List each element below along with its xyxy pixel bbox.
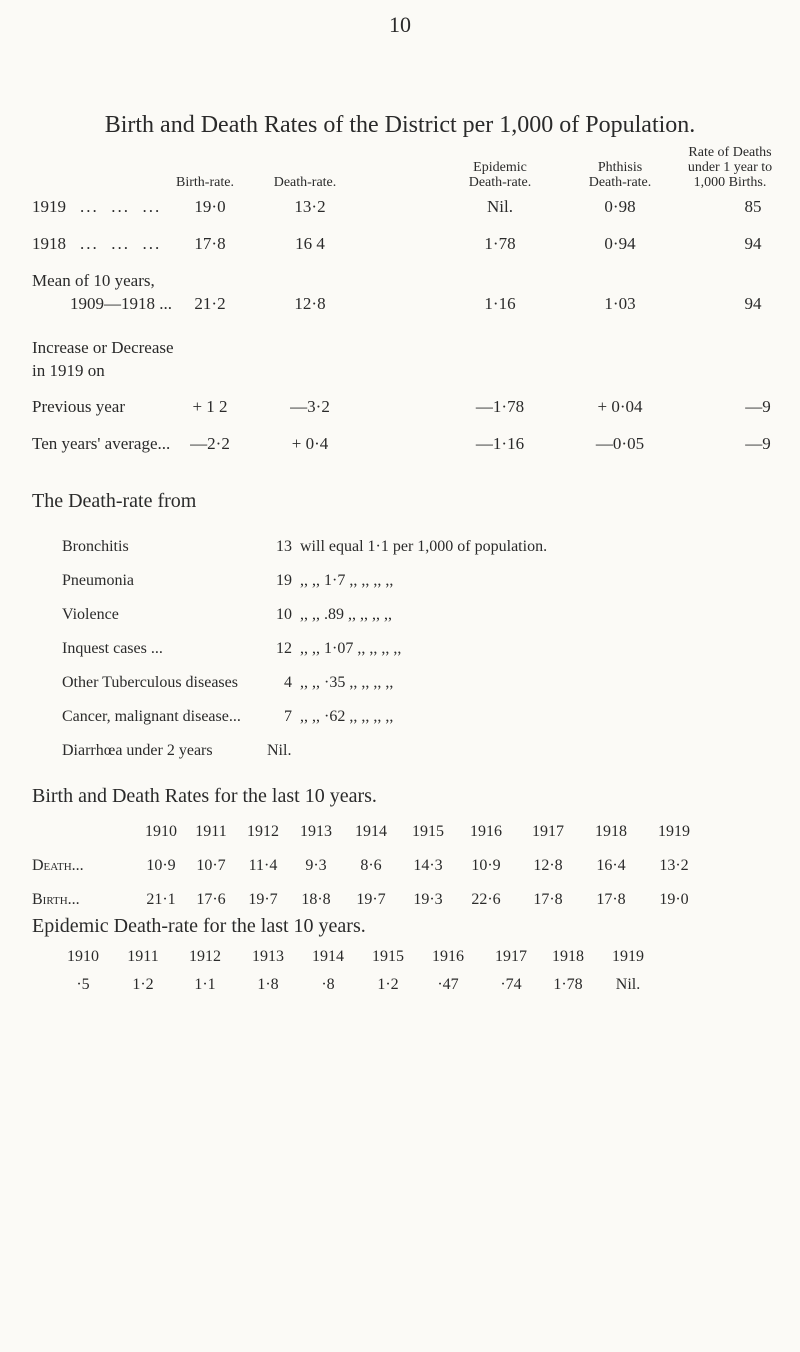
cause-label: Inquest cases ... [62, 640, 163, 657]
header-epidemic-death-rate: Death-rate. [468, 175, 532, 190]
death-rate-cell: 9·3 [305, 857, 327, 874]
header-birth-rate: Birth-rate. [176, 175, 234, 190]
death-rate-cell: 12·8 [533, 857, 563, 874]
row-label: 1918 [32, 234, 66, 253]
header-phthisis-death-rate: Death-rate. [588, 175, 652, 190]
birth-rate-cell: 19·0 [659, 891, 689, 908]
infant-value: —9 [745, 434, 771, 453]
epidemic-heading: Epidemic Death-rate for the last 10 years. [32, 915, 366, 937]
epidemic-rate-cell: 1·78 [553, 976, 583, 993]
epidemic-value: —1·16 [475, 434, 525, 453]
birth-value: —2·2 [190, 434, 230, 453]
birth-value: + 1 2 [192, 397, 228, 416]
row-label: 1909—1918 ... [70, 294, 172, 313]
cause-rate: ,, ,, 1·7 ,, ,, ,, ,, [300, 572, 394, 589]
epidemic-value: 1·16 [484, 294, 516, 313]
birth-rate-cell: 17·8 [596, 891, 626, 908]
cause-rate: ,, ,, 1·07 ,, ,, ,, ,, [300, 640, 402, 657]
death-value: 13·2 [294, 197, 326, 216]
row-label: 1919 [32, 197, 66, 216]
year-cell: 1915 [412, 823, 444, 840]
death-value: + 0·4 [291, 434, 329, 453]
cause-count: Nil. [267, 742, 292, 759]
year-cell: 1918 [595, 823, 627, 840]
birth-rate-cell: 17·6 [196, 891, 226, 908]
header-death-rate: Death-rate. [273, 175, 337, 190]
cause-rate: will equal 1·1 per 1,000 of population. [300, 538, 548, 555]
birth-value: 19·0 [194, 197, 226, 216]
ten-year-heading: Birth and Death Rates for the last 10 years. [32, 785, 377, 807]
change-subheading: in 1919 on [32, 361, 105, 380]
year-cell: 1918 [552, 948, 584, 965]
phthisis-value: 0·94 [604, 234, 636, 253]
cause-count: 12 [276, 640, 292, 657]
infant-value: 94 [744, 234, 762, 253]
cause-label: Diarrhœa under 2 years [62, 742, 213, 759]
birth-rate-cell: 18·8 [301, 891, 331, 908]
year-cell: 1919 [612, 948, 644, 965]
death-rate-cell: 10·7 [196, 857, 226, 874]
death-rate-cell: 10·9 [146, 857, 176, 874]
epidemic-rate-cell: ·8 [321, 976, 335, 993]
epidemic-value: Nil. [487, 197, 513, 216]
year-cell: 1914 [312, 948, 344, 965]
cause-rate: ,, ,, .89 ,, ,, ,, ,, [300, 606, 392, 623]
death-rate-cell: 11·4 [248, 857, 278, 874]
epidemic-rate-cell: ·74 [500, 976, 522, 993]
row-label-prefix: Mean of 10 years, [32, 271, 155, 290]
header-epidemic: Epidemic [473, 160, 527, 175]
cause-count: 19 [276, 572, 292, 589]
death-value: 16 4 [295, 234, 325, 253]
death-rate-from-heading: The Death-rate from [32, 490, 197, 512]
year-cell: 1913 [252, 948, 284, 965]
cause-label: Cancer, malignant disease... [62, 708, 241, 725]
epidemic-rate-cell: 1·8 [257, 976, 279, 993]
death-value: —3·2 [290, 397, 330, 416]
year-cell: 1917 [495, 948, 527, 965]
cause-rate: ,, ,, ·35 ,, ,, ,, ,, [300, 674, 394, 691]
cause-label: Violence [62, 606, 119, 623]
epidemic-value: 1·78 [484, 234, 516, 253]
year-cell: 1913 [300, 823, 332, 840]
year-cell: 1915 [372, 948, 404, 965]
phthisis-value: + 0·04 [597, 397, 643, 416]
year-cell: 1916 [432, 948, 464, 965]
birth-rate-cell: 22·6 [471, 891, 501, 908]
epidemic-value: —1·78 [475, 397, 525, 416]
epidemic-rate-cell: ·47 [437, 976, 459, 993]
change-heading: Increase or Decrease [32, 338, 174, 357]
death-row-label: Death... [32, 857, 84, 874]
death-rate-cell: 10·9 [471, 857, 501, 874]
header-infant-2: under 1 year to [687, 160, 773, 175]
cause-label: Bronchitis [62, 538, 129, 555]
cause-rate: ,, ,, ·62 ,, ,, ,, ,, [300, 708, 394, 725]
birth-value: 17·8 [194, 234, 226, 253]
cause-label: Other Tuberculous diseases [62, 674, 238, 691]
cause-count: 7 [284, 708, 292, 725]
header-phthisis: Phthisis [597, 160, 643, 175]
cause-count: 13 [276, 538, 292, 555]
birth-row-label: Birth... [32, 891, 80, 908]
year-cell: 1917 [532, 823, 564, 840]
cause-count: 4 [284, 674, 292, 691]
cause-count: 10 [276, 606, 292, 623]
birth-rate-cell: 21·1 [146, 891, 176, 908]
infant-value: 94 [744, 294, 762, 313]
year-cell: 1912 [189, 948, 221, 965]
birth-rate-cell: 19·3 [413, 891, 443, 908]
phthisis-value: 0·98 [604, 197, 636, 216]
row-label: Ten years' average... [32, 434, 171, 453]
year-cell: 1916 [470, 823, 502, 840]
phthisis-value: 1·03 [604, 294, 636, 313]
birth-value: 21·2 [194, 294, 226, 313]
header-infant-3: 1,000 Births. [693, 175, 767, 190]
year-cell: 1912 [247, 823, 279, 840]
epidemic-rate-cell: ·5 [76, 976, 90, 993]
infant-value: —9 [745, 397, 771, 416]
year-cell: 1910 [145, 823, 177, 840]
epidemic-rate-cell: 1·2 [377, 976, 399, 993]
death-value: 12·8 [294, 294, 326, 313]
header-infant-1: Rate of Deaths [688, 145, 772, 160]
death-rate-cell: 8·6 [360, 857, 382, 874]
birth-rate-cell: 17·8 [533, 891, 563, 908]
infant-value: 85 [744, 197, 762, 216]
death-rate-cell: 13·2 [659, 857, 689, 874]
birth-rate-cell: 19·7 [248, 891, 278, 908]
cause-label: Pneumonia [62, 572, 134, 589]
row-label: Previous year [32, 397, 126, 416]
year-cell: 1910 [67, 948, 99, 965]
phthisis-value: —0·05 [595, 434, 645, 453]
page-number: 10 [389, 12, 411, 37]
birth-rate-cell: 19·7 [356, 891, 386, 908]
epidemic-rate-cell: 1·1 [194, 976, 216, 993]
year-cell: 1911 [127, 948, 159, 965]
year-cell: 1911 [195, 823, 227, 840]
page-title: Birth and Death Rates of the District per 1,000 of Population. [104, 112, 696, 138]
year-cell: 1914 [355, 823, 387, 840]
epidemic-rate-cell: Nil. [615, 976, 641, 993]
year-cell: 1919 [658, 823, 690, 840]
death-rate-cell: 14·3 [413, 857, 443, 874]
death-rate-cell: 16·4 [596, 857, 626, 874]
epidemic-rate-cell: 1·2 [132, 976, 154, 993]
